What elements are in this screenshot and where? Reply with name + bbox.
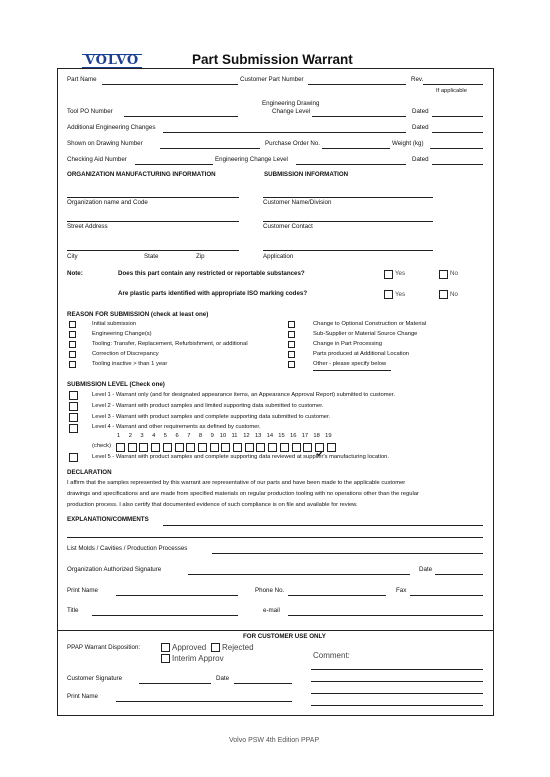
level-checkbox[interactable] [69, 391, 78, 400]
reason-label: Sub-Supplier or Material Source Change [313, 331, 418, 337]
level4-requirement-checkbox[interactable] [292, 443, 301, 452]
tool-po-field[interactable] [124, 116, 238, 117]
level4-requirement-checkbox[interactable] [303, 443, 312, 452]
phone-field[interactable] [288, 595, 386, 596]
customer-section-divider [57, 630, 494, 631]
level4-number: 7 [187, 433, 191, 439]
level-checkbox[interactable] [69, 453, 78, 462]
print-name-field[interactable] [116, 595, 238, 596]
checking-aid-change-label: Engineering Change Level [215, 156, 288, 163]
customer-signature-field[interactable] [139, 683, 211, 684]
q1-no-label: No [450, 270, 458, 277]
customer-print-name-field[interactable] [116, 701, 292, 702]
customer-part-number-field[interactable] [308, 84, 406, 85]
list-molds-label: List Molds / Cavities / Production Processes [67, 545, 188, 552]
approved-checkbox[interactable] [161, 643, 170, 652]
title-field[interactable] [92, 615, 238, 616]
level4-requirement-checkbox[interactable] [280, 443, 289, 452]
level4-requirement-checkbox[interactable] [210, 443, 219, 452]
signature-date-field[interactable] [435, 574, 483, 575]
level4-number: 3 [140, 433, 144, 439]
check-label: (check) [92, 443, 112, 449]
org-name-label: Organization name and Code [67, 199, 148, 206]
customer-print-name-label: Print Name [67, 693, 98, 700]
level4-number: 13 [254, 433, 262, 439]
shown-on-drawing-field[interactable] [160, 148, 260, 149]
level-heading: SUBMISSION LEVEL (Check one) [67, 381, 165, 388]
note-question-1: Does this part contain any restricted or reportable substances? [118, 270, 305, 277]
other-specify-field[interactable] [313, 370, 391, 371]
level4-number: 10 [219, 433, 227, 439]
purchase-order-field[interactable] [322, 148, 390, 149]
rev-label: Rev. [411, 76, 424, 83]
state-label: State [144, 253, 159, 260]
form-title: Part Submission Warrant [192, 52, 353, 67]
note-label: Note: [67, 270, 83, 277]
q1-no-checkbox[interactable] [439, 270, 448, 279]
reason-label: Engineering Change(s) [92, 331, 152, 337]
customer-use-heading: FOR CUSTOMER USE ONLY [243, 633, 326, 640]
list-molds-field[interactable] [212, 553, 483, 554]
comment-line[interactable] [311, 669, 483, 670]
customer-part-number-label: Customer Part Number [240, 76, 304, 83]
note-question-2: Are plastic parts identified with appropriate ISO marking codes? [118, 290, 308, 297]
q2-no-checkbox[interactable] [439, 290, 448, 299]
q1-yes-label: Yes [395, 270, 406, 277]
level4-requirement-checkbox[interactable] [245, 443, 254, 452]
level-label: Level 3 - Warrant with product samples and complete supporting data submitted to customer. [92, 414, 331, 420]
level4-number: 1 [117, 433, 121, 439]
dated-field-1[interactable] [432, 116, 483, 117]
level4-number: 14 [266, 433, 274, 439]
dated-label-1: Dated [412, 108, 429, 115]
level4-requirement-checkbox[interactable] [233, 443, 242, 452]
reason-checkbox[interactable] [69, 341, 76, 348]
application-label: Application [263, 253, 294, 260]
level-label: Level 1 - Warrant only (and for designated appearance items, an Appearance Approval Report) submitted to customer. [92, 392, 396, 398]
level4-requirement-checkbox[interactable] [198, 443, 207, 452]
additional-changes-field[interactable] [163, 132, 406, 133]
fax-label: Fax [396, 587, 407, 594]
part-name-label: Part Name [67, 76, 97, 83]
city-label: City [67, 253, 78, 260]
declaration-line: I affirm that the samples represented by this warrant are representative of our parts and have been made to the applicable customer [67, 480, 406, 486]
checking-aid-change-field[interactable] [296, 164, 406, 165]
level4-requirement-checkbox[interactable] [163, 443, 172, 452]
level4-number: 8 [198, 433, 203, 439]
signature-date-label: Date [419, 566, 433, 573]
reason-checkbox[interactable] [288, 331, 295, 338]
dated-field-3[interactable] [432, 164, 483, 165]
email-label: e-mail [263, 607, 280, 614]
level4-number: 12 [243, 433, 250, 439]
approved-label: Approved [172, 643, 207, 652]
level4-requirement-checkbox[interactable] [221, 443, 230, 452]
level4-requirement-checkbox[interactable] [315, 443, 324, 452]
application-field[interactable] [263, 250, 433, 251]
additional-changes-label: Additional Engineering Changes [67, 124, 156, 131]
eng-drawing-label-1: Engineering Drawing [262, 100, 320, 107]
reason-checkbox[interactable] [288, 361, 295, 368]
interim-approval-checkbox[interactable] [161, 654, 170, 663]
level4-number: 15 [278, 433, 285, 439]
phone-label: Phone No. [255, 587, 285, 594]
city-state-zip-field[interactable] [67, 250, 239, 251]
checking-aid-label: Checking Aid Number [67, 156, 127, 163]
dated-label-3: Dated [412, 156, 429, 163]
level-checkbox[interactable] [69, 413, 78, 422]
reason-label: Parts produced at Additional Location [313, 351, 410, 357]
reason-checkbox[interactable] [288, 341, 295, 348]
fax-field[interactable] [410, 595, 483, 596]
dated-field-2[interactable] [432, 132, 483, 133]
level4-requirement-checkbox[interactable] [151, 443, 160, 452]
level-checkbox[interactable] [69, 402, 78, 411]
level4-requirement-checkbox[interactable] [128, 443, 137, 452]
level4-number: 6 [175, 433, 179, 439]
q1-yes-checkbox[interactable] [384, 270, 393, 279]
tool-po-label: Tool PO Number [67, 108, 113, 115]
declaration-line: drawings and specifications and are made from specified materials on regular production tooling with no operations other than the regular [67, 491, 419, 497]
rev-field[interactable] [423, 84, 483, 85]
level4-requirement-checkbox[interactable] [327, 443, 336, 452]
comment-line[interactable] [311, 705, 483, 706]
email-field[interactable] [288, 615, 483, 616]
weight-field[interactable] [430, 148, 483, 149]
shown-on-drawing-label: Shown on Drawing Number [67, 140, 143, 147]
reason-checkbox[interactable] [69, 351, 76, 358]
q2-no-label: No [450, 291, 458, 298]
level4-number: 17 [301, 433, 309, 439]
reason-label: Tooling inactive > than 1 year [92, 361, 168, 367]
authorized-signature-field[interactable] [188, 574, 410, 575]
level-label: Level 4 - Warrant and other requirements as defined by customer. [92, 424, 261, 430]
reason-label: Change to Optional Construction or Material [313, 321, 427, 327]
street-label: Street Address [67, 223, 108, 230]
org-heading: ORGANIZATION MANUFACTURING INFORMATION [67, 171, 216, 178]
level4-number: 16 [290, 433, 297, 439]
customer-name-label: Customer Name/Division [263, 199, 332, 206]
customer-contact-field[interactable] [263, 221, 433, 222]
reason-label: Other - please specify below [313, 361, 387, 367]
reason-heading: REASON FOR SUBMISSION (check at least one) [67, 311, 209, 318]
level4-requirement-checkbox[interactable] [186, 443, 195, 452]
eng-drawing-change-field[interactable] [312, 116, 406, 117]
street-field[interactable] [67, 221, 239, 222]
disposition-label: PPAP Warrant Disposition: [67, 644, 141, 651]
org-name-field[interactable] [67, 197, 239, 198]
submission-heading: SUBMISSION INFORMATION [264, 171, 349, 178]
level4-requirement-checkbox[interactable] [116, 443, 125, 452]
interim-approval-label: Interim Approv [172, 654, 224, 663]
reason-checkbox[interactable] [69, 361, 76, 368]
rejected-label: Rejected [222, 643, 254, 652]
level-label: Level 2 - Warrant with product samples and limited supporting data submitted to customer. [92, 403, 324, 409]
level4-number: 5 [163, 433, 168, 439]
reason-checkbox[interactable] [288, 321, 295, 328]
level4-number: 19 [325, 433, 332, 439]
level4-number: 18 [313, 433, 320, 439]
level4-number: 2 [128, 433, 132, 439]
reason-checkbox[interactable] [69, 331, 76, 338]
explanation-field-2[interactable] [67, 537, 483, 538]
level4-number: 4 [152, 433, 156, 439]
zip-label: Zip [196, 253, 205, 260]
volvo-logo: VOLVO [82, 54, 142, 68]
explanation-heading: EXPLANATION/COMMENTS [67, 516, 149, 523]
level4-requirement-checkbox[interactable] [268, 443, 277, 452]
rejected-checkbox[interactable] [211, 643, 220, 652]
level4-number: 9 [210, 433, 214, 439]
customer-contact-label: Customer Contact [263, 223, 313, 230]
eng-drawing-label-2: Change Level [272, 108, 311, 115]
customer-date-field[interactable] [234, 683, 292, 684]
customer-signature-label: Customer Signature [67, 675, 123, 682]
checking-aid-field[interactable] [135, 164, 213, 165]
reason-label: Initial submission [92, 321, 137, 327]
level4-requirement-checkbox[interactable] [175, 443, 184, 452]
dated-label-2: Dated [412, 124, 429, 131]
title-label: Title [67, 607, 79, 614]
q2-yes-label: Yes [395, 291, 406, 298]
customer-date-label: Date [216, 675, 230, 682]
authorized-signature-label: Organization Authorized Signature [67, 566, 162, 573]
purchase-order-label: Purchase Order No. [265, 140, 321, 147]
level4-number: 11 [231, 433, 238, 439]
part-name-field[interactable] [102, 84, 238, 85]
comment-line[interactable] [311, 693, 483, 694]
q2-yes-checkbox[interactable] [384, 290, 393, 299]
reason-checkbox[interactable] [288, 351, 295, 358]
explanation-field[interactable] [163, 525, 483, 526]
comment-label: Comment: [313, 651, 350, 660]
weight-label: Weight (kg) [392, 140, 424, 147]
reason-label: Correction of Discrepancy [92, 351, 159, 357]
level-label: Level 5 - Warrant with product samples and complete supporting data reviewed at supplier's manufacturing location. [92, 454, 390, 460]
footer-text: Volvo PSW 4th Edition PPAP [229, 737, 320, 744]
level4-requirement-checkbox[interactable] [256, 443, 265, 452]
reason-checkbox[interactable] [69, 321, 76, 328]
level-checkbox[interactable] [69, 424, 78, 433]
level4-requirement-checkbox[interactable] [139, 443, 148, 452]
reason-label: Change in Part Processing [313, 341, 382, 347]
if-applicable-note: If applicable [436, 88, 467, 94]
declaration-line: production process. I also certify that documented evidence of such compliance is on file and available for review. [67, 502, 358, 508]
reason-label: Tooling: Transfer, Replacement, Refurbishment, or additional [92, 341, 248, 347]
declaration-heading: DECLARATION [67, 469, 112, 476]
print-name-label: Print Name [67, 587, 98, 594]
customer-name-field[interactable] [263, 197, 433, 198]
comment-line[interactable] [311, 681, 483, 682]
